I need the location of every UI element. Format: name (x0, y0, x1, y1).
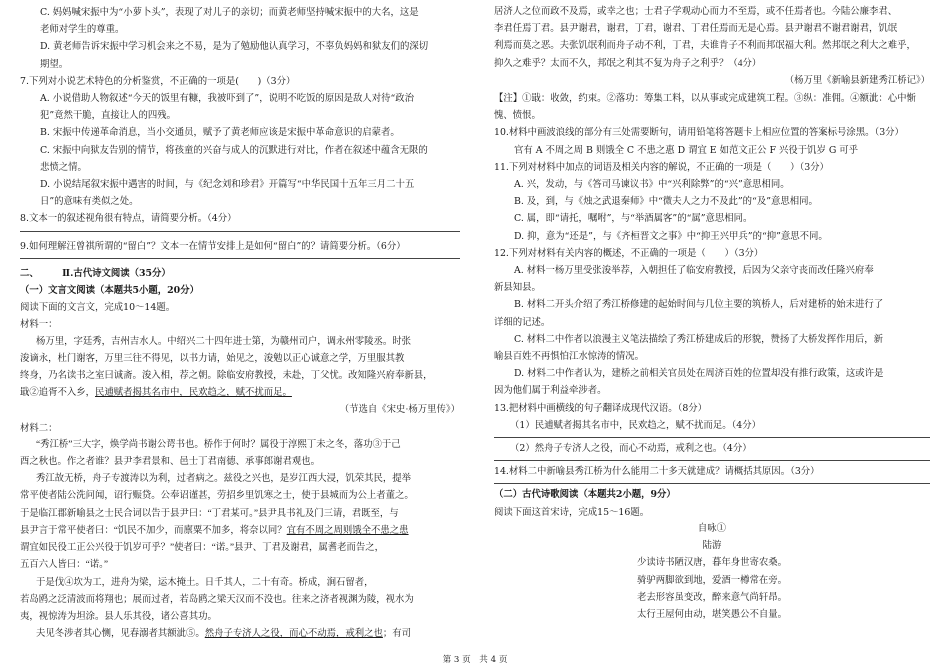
option-line: C. 材料二中作者以浪漫主义笔法描绘了秀江桥建成后的形貌，赞扬了大桥发挥作用后，新 (514, 333, 884, 345)
text-line: D. 小说结尾叙宋振中遇害的时间，与《纪念刘和珍君》开篇写“中华民国十五年三月二十五 (40, 179, 415, 191)
option-line: D. 材料二中作者认为，建桥之前相关官员处在周济百姓的位置却没有推行政策，这或许是 (514, 368, 884, 380)
poem-line: 少读诗书陋汉唐，暮年身世寄农桑。 (636, 558, 787, 569)
passage-line: 常平使者陆公洗问闻，诏行赈贷。公奉诏谨甚，劳招乡里饥寒之士，使于县城而为公上者董之。 (20, 491, 414, 502)
option-line: D. 抑，意为“还是”，与《齐桓晋文之事》中“抑王兴甲兵”的“抑”意思不同。 (514, 230, 828, 242)
text-line: 期望。 (40, 58, 69, 70)
text-line: C. 宋振中向狱友告别的情节，将孩童的兴奋与成人的沉默进行对比，作者在叙述中蕴含无限的 (40, 144, 428, 156)
option-line: 详细的记述。 (494, 316, 551, 328)
passage-line: 浚谪永，杜门谢客，万里三往不得见，以书力请，始见之，浚勉以正心诚意之学，万里服其教 (20, 353, 405, 364)
question-13: 13.把材料中画横线的句子翻译成现代汉语。（8分） (494, 402, 708, 414)
passage-line: “秀江桥”三大字，焕学尚书谢公谔书也。桥作于何时？属役于淳熙丁未之冬，落功③于己 (36, 439, 401, 450)
passage-line: 利焉而莫之恶。夫张饥氓利而舟子动不利，丁君，夫谁肯子不利而邦氓福大利。然邦氓之利大之难乎， (494, 41, 916, 52)
passage-line: （节选自《宋史·杨万里传》） (339, 405, 460, 416)
material-2-label: 材料二： (20, 422, 58, 434)
section-title: 二、 Ⅱ.古代诗文阅读（35分） (20, 267, 171, 279)
question-9: 9.如何理解汪曾祺所谓的“留白”？文本一在情节安排上是如何“留白”的？请简要分析。（6分） (20, 240, 406, 252)
material-1-label: 材料一： (20, 319, 58, 331)
passage-line: 终身，乃名读书之室曰诚斋。浚入相，荐之朝。除临安府教授，未赴，丁父忧。改知隆兴府奉新县， (20, 371, 433, 382)
question-options-block (20, 4, 460, 228)
option-line: B. 材料二开头介绍了秀江桥修建的起始时间与几位主要的筑桥人，后对建桥的始末进行了 (514, 299, 884, 311)
passage-line: 秀江故无桥，舟子专渡涛以为利，过者病之。兹役之兴也，是岁江西大浸，饥荣其民，提举 (36, 474, 412, 485)
passage-line: 若岛鸥之泛清波而将翔也；展而过者，若岛鸥之梁天汉而不没也。往来之济者视渊为陵，视水为 (20, 594, 414, 605)
answer-line (494, 483, 930, 484)
left-column (20, 4, 460, 643)
poem-author: 陆游 (702, 541, 722, 552)
passage-line: 戢②追胥不入乡，民逋赋者揭其名市中，民欢趋之，赋不扰而足。 (20, 388, 292, 399)
passage-line: 居济人之位而政不及焉，或幸之也；士君子学观动心而力不至焉，或不任焉者也。今陆公廉李君、 (494, 7, 898, 17)
material-1-text (20, 334, 460, 420)
source-citation: （杨万里《新喻县新建秀江桥记》） (784, 75, 930, 86)
page-footer: 第 3 页 共 4 页 (442, 655, 508, 665)
text-line: A. 小说借助人物叙述“今天的饭里有糠，我被吓到了”，说明不吃饭的原因是敌人对待“政治 (40, 93, 414, 105)
text-line: D. 黄老师告诉宋振中学习机会来之不易，是为了勉励他认真学习，不辜负妈妈和狱友们的深切 (40, 41, 429, 53)
annotation-note: 【注】①戢：收敛，约束。②落功：筹集工料，以从事或完成建筑工程。③纵：准佣。④额泚：心中惭愧、愤恨。 (494, 93, 916, 122)
passage-line: 县尹言于常平使者曰：“饥民不加少，而廪粟不加多，将奈以同？宜有不周之周则饿全不患之患 (20, 525, 409, 536)
reading-intro: 阅读下面的文言文，完成10～14题。 (20, 302, 176, 314)
question-12: 12.下列对材料有关内容的概述，不正确的一项是（ ）（3分） (494, 247, 764, 259)
underlined-sentence: 戒利之也 (345, 629, 383, 640)
passage-line: 夫见冬涉者其心恻，见春溺者其额泚⑤。然舟子专济人之役，而心不动焉，戒利之也；有司 (36, 629, 412, 640)
option-line: C. 属，即“请托，嘱咐”，与“举酒属客”的“属”意思相同。 (514, 213, 753, 225)
text-line: B. 宋振中传递革命消息，当小交通员，赋予了黄老师应该是宋振中革命意识的启蒙者。 (40, 127, 400, 139)
passage-line: 李君任焉丁君。县尹谢君，谢君，丁君，谢君、丁君任焉而无是心焉。县尹谢君不谢君谢君，饥氓 (494, 24, 898, 35)
option-line: 因为他们属于利益牵涉者。 (494, 385, 607, 397)
poem-body (494, 555, 930, 624)
passage-line: 五百六人皆曰：“诺。” (20, 560, 109, 571)
poetry-intro: 阅读下面这首宋诗，完成15～16题。 (494, 506, 650, 518)
text-line: 日”的意味有类似之处。 (40, 196, 139, 208)
text-line: 犯”竟然干脆，直接让人的四残。 (40, 110, 177, 122)
poetry-section-title: （二）古代诗歌阅读（本题共2小题，9分） (494, 489, 676, 501)
answer-line (20, 258, 460, 259)
option-line: A. 兴，发动，与《答司马谏议书》中“兴利除弊”的“兴”意思相同。 (514, 179, 790, 191)
question-11: 11.下列对材料中加点的词语及相关内容的解说，不正确的一项是（ ）（3分） (494, 161, 829, 173)
passage-line: 杨万里，字廷秀，吉州吉水人。中绍兴二十四年进士第，为赣州司户，调永州零陵丞。时张 (36, 336, 412, 347)
text-line: 老师对学生的尊重。 (40, 24, 125, 36)
underlined-sentence: 宜有不周之周则饿全不患之患 (286, 525, 409, 536)
poem-line: 太行王屋何由动，堪笑愚公不自量。 (636, 609, 787, 620)
answer-line (494, 460, 930, 461)
text-line: 8.文本一的叙述视角很有特点，请简要分析。（4分） (20, 213, 237, 225)
text-line: C. 妈妈喊宋振中为“小萝卜头”，表现了对儿子的亲切；而黄老师坚持喊宋振中的大名，这是 (40, 7, 419, 18)
question-13-part-2: （2）然舟子专济人之役，而心不动焉，戒利之也。（4分） (510, 443, 752, 455)
answer-line (20, 231, 460, 232)
question-12-options (494, 262, 930, 400)
option-line: 喻县百姓不再惧怕江水惊涛的情况。 (494, 351, 645, 363)
right-column (494, 4, 930, 624)
question-11-options (494, 176, 930, 245)
text-line: 悲愤之情。 (40, 161, 87, 173)
option-line: 新县知县。 (494, 282, 541, 294)
passage-line: 于是伐④坎为工，进舟为梁，运木掩土。日千其人，二十有奇。桥成，涧石留者， (36, 577, 374, 588)
question-14: 14.材料二中新喻县秀江桥为什么能用二十多天就建成？请概括其原因。（3分） (494, 466, 820, 478)
passage-line: 抑久之难乎？太而不久，邦氓之利其不复为舟子之利乎？（4分） (494, 58, 762, 69)
question-13-part-1: （1）民逋赋者揭其名市中，民欢趋之，赋不扰而足。（4分） (510, 419, 761, 431)
question-10: 10.材料中画波浪线的部分有三处需要断句，请用铅笔将答题卡上相应位置的答案标号涂黑。（3分） (494, 127, 904, 139)
material-2-text (20, 437, 460, 643)
underlined-sentence: 然舟子专济人之役，而心不动焉， (204, 629, 346, 640)
poem-title: 自咏① (697, 523, 727, 534)
answer-line (494, 437, 930, 438)
subsection-title: （一）文言文阅读（本题共5小题，20分） (20, 285, 199, 297)
option-line: A. 材料一杨万里受张浚举荐，入朝担任了临安府教授，后因为父亲守丧而改任隆兴府奉 (514, 265, 874, 277)
passage-line: 酉之秋也。作之者谁？县尹李君景和、邑士丁君南德、承事郎谢君观也。 (20, 457, 321, 468)
underlined-sentence: 民逋赋者揭其名市中，民欢趋之，赋不扰而足。 (95, 388, 292, 399)
poem-line: 老去形容虽变改，醉来意气尚轩昂。 (636, 592, 787, 603)
poem-line: 骑驴两脚欲到地，爱酒一樽常在旁。 (636, 575, 787, 586)
passage-line: 夷，视惊涛为坦涂。县人乐其役，诸公喜其功。 (20, 611, 217, 622)
text-line: 7.下列对小说艺术特色的分析鉴赏，不正确的一项是( )（3分） (20, 75, 296, 87)
passage-line: 谓宜如民役工正公兴役于饥岁可乎？”使者曰：“诺。”县尹、丁君及谢君，属耆老而告之， (20, 543, 385, 554)
question-10-options: 官有 A 不周之周 B 则饿全 C 不患之惠 D 谓宜 E 如范文正公 F 兴役于饥岁 G 可乎 (514, 144, 859, 156)
passage-line: 于是临江郡新喻县之士民合词以告于县尹曰：“丁君某可。”县尹具书礼及门三请，君既至，与 (20, 508, 399, 519)
option-line: B. 及，到，与《烛之武退秦师》中“微夫人之力不及此”的“及”意思相同。 (514, 196, 818, 208)
material-2-continued (494, 4, 930, 73)
